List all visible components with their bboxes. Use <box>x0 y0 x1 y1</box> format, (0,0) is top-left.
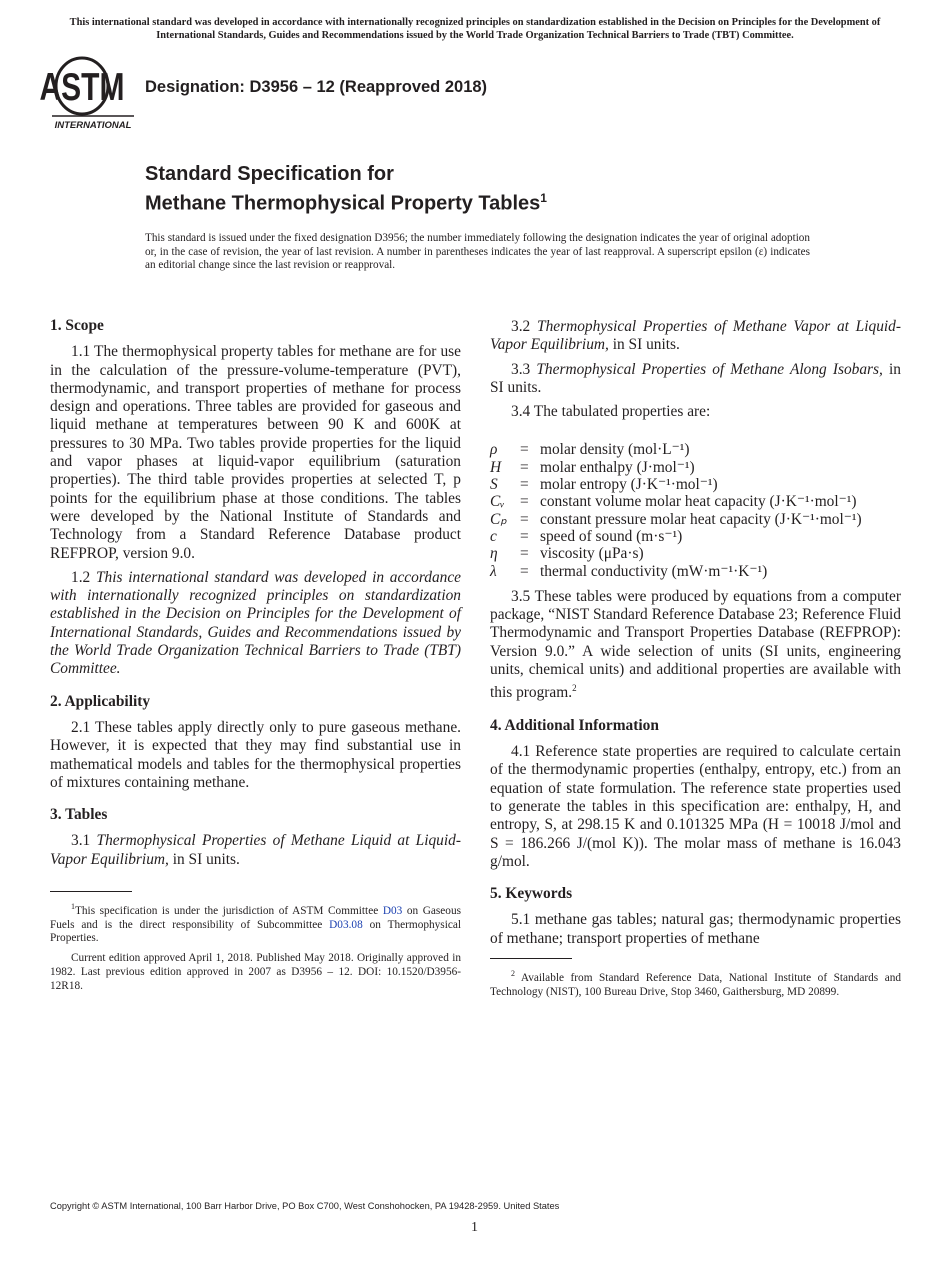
heading-applicability: 2. Applicability <box>50 692 151 710</box>
property-row <box>490 493 901 510</box>
left-column <box>50 317 461 1000</box>
property-desc: speed of sound (m·s⁻¹) <box>540 527 683 545</box>
intro-paragraph: This standard is issued under the fixed designation D3956; the number immediately following the designation indicates the year of original adoption or, in the case of revision, the year of last revision. A number in parentheses indicates the year of last reapproval. A superscript epsilon (ε) indicates an editorial change since the last revision or reapproval. <box>145 232 810 272</box>
property-row <box>490 459 901 476</box>
property-sym: S <box>490 476 498 494</box>
property-row <box>490 545 901 562</box>
tbt-notice: This international standard was developed in accordance with internationally recognized principles on standardization established in the Decision on Principles for the Development of International Standards, Guides and Recommendations issued by the World Trade Organization Technical Barriers to Trade (TBT) Committee. <box>69 17 881 41</box>
footnote-1-edition: Current edition approved April 1, 2018. Published May 2018. Originally approved in 1982. Last previous edition approved in 2007 as D3956 – 12. DOI: 10.1520/D3956-12R18. <box>50 952 461 992</box>
property-eq: = <box>520 441 529 459</box>
astm-logo <box>39 56 134 132</box>
page-number: 1 <box>471 1220 478 1235</box>
para-3-1: 3.1 Thermophysical Properties of Methane Liquid at Liquid-Vapor Equilibrium, in SI units. <box>50 832 461 868</box>
property-sym: c <box>490 527 497 545</box>
link-d03-08[interactable]: D03.08 <box>329 918 363 931</box>
property-row <box>490 441 901 458</box>
link-d03[interactable]: D03 <box>382 904 403 917</box>
heading-scope: 1. Scope <box>50 317 104 334</box>
property-desc: constant volume molar heat capacity (J·K⁻¹·mol⁻¹) <box>540 493 857 511</box>
property-eq: = <box>520 527 529 545</box>
property-eq: = <box>520 458 529 476</box>
para-3-2: 3.2 Thermophysical Properties of Methane Vapor at Liquid-Vapor Equilibrium, in SI units. <box>490 318 901 354</box>
heading-additional-info: 4. Additional Information <box>490 716 659 734</box>
para-2-1: 2.1 These tables apply directly only to pure gaseous methane. However, it is expected that they may find substantial use in mathematical models and tables for the thermophysical properties of mixtures containing methane. <box>50 718 461 791</box>
property-sym: η <box>490 545 498 563</box>
property-eq: = <box>520 493 529 511</box>
para-3-4: 3.4 The tabulated properties are: <box>511 403 711 421</box>
property-eq: = <box>520 510 529 528</box>
footnote-2: $^2$ Available from Standard Reference Data, National Institute of Standards and Technology (NIST), 100 Bureau Drive, Stop 3460, Gaithersburg, MD 20899. <box>490 969 902 998</box>
para-4-1: 4.1 Reference state properties are required to calculate certain of the thermodynamic properties (enthalpy, entropy, etc.) from an equation of state formulation. The reference state properties used to generate the tables in this specification are: enthalpy, H, and entropy, S, at 298.15 K and 0.101325 MPa (H = 10018 J/mol and S = 186.266 J/(mol K)). The molar mass of methane is 16.043 g/mol. <box>490 743 901 870</box>
title-line-2: Methane Thermophysical Property Tables <box>145 192 541 215</box>
property-desc: molar enthalpy (J·mol⁻¹) <box>540 458 695 476</box>
property-desc: constant pressure molar heat capacity (J·K⁻¹·mol⁻¹) <box>540 510 862 528</box>
property-desc: thermal conductivity (mW·m⁻¹·K⁻¹) <box>540 562 768 580</box>
designation: Designation: D3956 – 12 (Reapproved 2018) <box>145 78 488 96</box>
property-row <box>490 476 901 493</box>
para-1-1: 1.1 The thermophysical property tables for methane are for use in the calculation of the pressure-volume-temperature (PVT), thermodynamic, and transport properties of methane for process design and operations. Three tables are provided for gaseous and liquid methane at temperatures between 90 K and 600K at pressures to 30 MPa. Two tables provide properties for the liquid and vapor phases at liquid-vapor equilibrium (saturation properties). The third table provides properties at selected T, p points for the equilibrium phase at those conditions. The tables were developed by the National Institute of Standards and Technology from a Standard Reference Database product REFPROP, version 9.0. <box>50 343 461 562</box>
heading-keywords: 5. Keywords <box>490 885 573 903</box>
property-eq: = <box>520 545 529 563</box>
svg-text:ASTM: ASTM <box>39 66 125 110</box>
property-desc: molar entropy (J·K⁻¹·mol⁻¹) <box>540 476 718 494</box>
property-row <box>490 511 901 528</box>
property-list <box>490 441 901 579</box>
para-5-1: 5.1 methane gas tables; natural gas; thermodynamic properties of methane; transport properties of methane <box>490 911 901 947</box>
para-3-3: 3.3 Thermophysical Properties of Methane Along Isobars, in SI units. <box>490 360 901 396</box>
svg-text:INTERNATIONAL: INTERNATIONAL <box>54 120 132 131</box>
title-line-1: Standard Specification for <box>145 163 394 185</box>
property-sym: Cᵥ <box>490 493 505 511</box>
property-row <box>490 563 901 580</box>
footnote-divider <box>50 891 132 892</box>
footnote-1: $^1$This specification is under the jurisdiction of ASTM Committee D03 on Gaseous Fuels and is the direct responsibility of Subcommittee D03.08 on Thermophysical Properties. <box>50 902 461 945</box>
property-sym: ρ <box>490 441 498 459</box>
document-title <box>145 162 547 216</box>
footnote-divider <box>490 958 572 959</box>
property-sym: Cₚ <box>490 510 507 528</box>
title-footnote-ref: 1 <box>540 191 547 205</box>
right-column <box>490 318 901 1005</box>
heading-tables: 3. Tables <box>50 806 108 824</box>
property-sym: H <box>490 458 502 476</box>
property-eq: = <box>520 476 529 494</box>
property-desc: molar density (mol·L⁻¹) <box>540 441 690 459</box>
property-sym: λ <box>490 562 497 580</box>
property-row <box>490 528 901 545</box>
property-eq: = <box>520 562 529 580</box>
para-1-2: 1.2 This international standard was developed in accordance with internationally recognized principles on standardization established in the Decision on Principles for the Development of International Standards, Guides and Recommendations issued by the World Trade Organization Technical Barriers to Trade (TBT) Committee. <box>50 568 461 678</box>
para-3-5: 3.5 These tables were produced by equations from a computer package, “NIST Standard Reference Database 23; Reference Fluid Thermodynamic and Transport Properties Database (REFPROP): Version 9.0.” A wide selection of units (SI units, engineering units, chemical units) and additional properties are available with this program.$^2$ <box>490 587 901 702</box>
property-desc: viscosity (μPa·s) <box>540 545 644 563</box>
copyright: Copyright © ASTM International, 100 Barr Harbor Drive, PO Box C700, West Conshohocken, PA 19428-2959. United States <box>50 1201 560 1211</box>
